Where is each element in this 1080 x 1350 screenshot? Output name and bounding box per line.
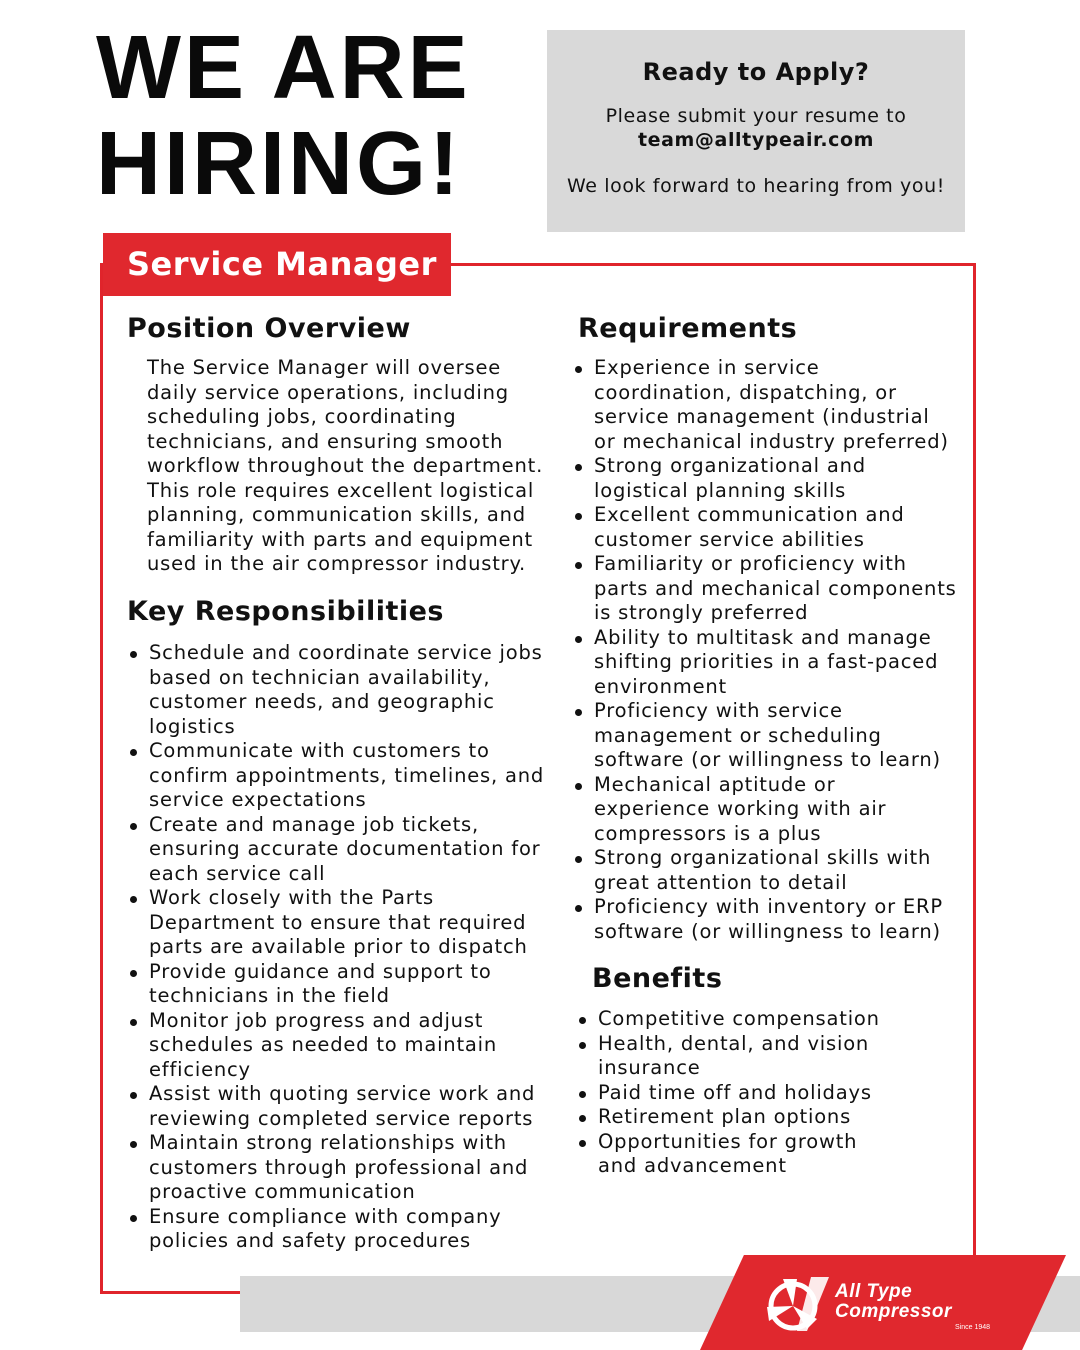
requirements-heading: Requirements <box>578 313 798 344</box>
overview-heading: Position Overview <box>127 313 411 344</box>
logo-line-1: All Type <box>835 1281 913 1302</box>
overview-text: The Service Manager will oversee daily service operations, including scheduling jobs, coordinating technicians, and ensuring smooth workflow throughout the department. This role requires excellent logistical planning, communication skills, and familiarity with parts and equipment used in the air compressor industry. <box>147 356 544 575</box>
list-item: Maintain strong relationships with customers through professional and proactive communication <box>127 1131 547 1205</box>
benefits-list <box>576 1007 886 1179</box>
list-item: Provide guidance and support to technicians in the field <box>127 960 547 1009</box>
responsibilities-heading: Key Responsibilities <box>127 596 444 627</box>
headline-line-1: WE ARE <box>96 18 471 118</box>
list-item: Opportunities for growth and advancement <box>576 1130 886 1179</box>
company-logo-text <box>835 1282 952 1322</box>
list-item: Paid time off and holidays <box>576 1081 886 1106</box>
list-item: Ability to multitask and manage shifting priorities in a fast-paced environment <box>572 626 957 700</box>
compressor-fan-logo-icon <box>763 1273 831 1335</box>
logo-line-2: Compressor <box>835 1301 952 1322</box>
list-item: Assist with quoting service work and reviewing completed service reports <box>127 1082 547 1131</box>
list-item: Retirement plan options <box>576 1105 886 1130</box>
apply-instructions: Please submit your resume to <box>605 105 907 127</box>
job-title-tab: Service Manager <box>103 233 451 296</box>
list-item: Strong organizational skills with great attention to detail <box>572 846 957 895</box>
list-item: Schedule and coordinate service jobs based on technician availability, customer needs, and geographic logistics <box>127 641 547 739</box>
list-item: Health, dental, and vision insurance <box>576 1032 886 1081</box>
apply-email-link[interactable]: team@alltypeair.com <box>637 129 875 151</box>
list-item: Experience in service coordination, dispatching, or service management (industrial or mechanical industry preferred) <box>572 356 957 454</box>
apply-closing: We look forward to hearing from you! <box>567 175 945 197</box>
list-item: Mechanical aptitude or experience working with air compressors is a plus <box>572 773 957 847</box>
apply-info-box <box>547 30 965 232</box>
list-item: Familiarity or proficiency with parts and mechanical components is strongly preferred <box>572 552 957 626</box>
list-item: Proficiency with service management or scheduling software (or willingness to learn) <box>572 699 957 773</box>
responsibilities-list <box>127 641 547 1254</box>
list-item: Proficiency with inventory or ERP software (or willingness to learn) <box>572 895 957 944</box>
requirements-list <box>572 356 957 944</box>
logo-since: Since 1948 <box>955 1324 991 1331</box>
list-item: Create and manage job tickets, ensuring accurate documentation for each service call <box>127 813 547 887</box>
list-item: Communicate with customers to confirm appointments, timelines, and service expectations <box>127 739 547 813</box>
apply-title: Ready to Apply? <box>642 58 870 86</box>
hiring-headline <box>96 20 536 212</box>
list-item: Monitor job progress and adjust schedules as needed to maintain efficiency <box>127 1009 547 1083</box>
headline-line-2: HIRING! <box>96 114 462 214</box>
list-item: Competitive compensation <box>576 1007 886 1032</box>
list-item: Ensure compliance with company policies and safety procedures <box>127 1205 547 1254</box>
list-item: Excellent communication and customer service abilities <box>572 503 957 552</box>
list-item: Work closely with the Parts Department to ensure that required parts are available prior to dispatch <box>127 886 547 960</box>
list-item: Strong organizational and logistical planning skills <box>572 454 957 503</box>
benefits-heading: Benefits <box>592 963 723 994</box>
